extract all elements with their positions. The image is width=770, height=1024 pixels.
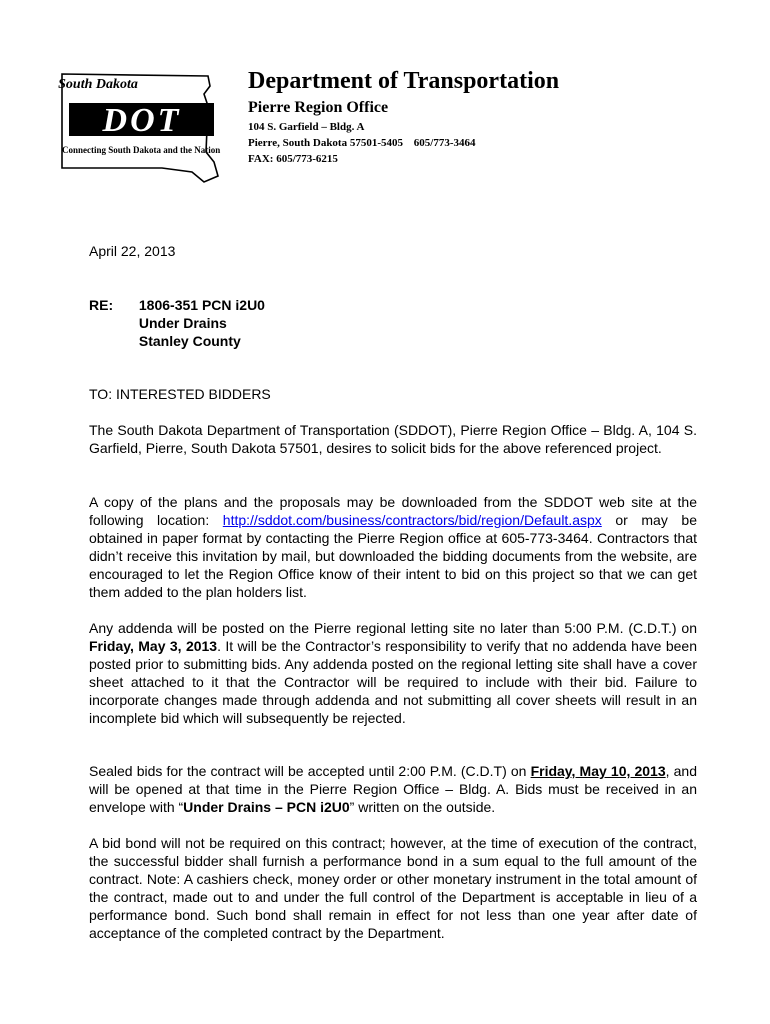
re-lines [139, 296, 265, 350]
paragraph-intro: The South Dakota Department of Transportation (SDDOT), Pierre Region Office – Bldg. A, 104 S. Garfield, Pierre, South Dakota 57501, desires to solicit bids for the above referenced project. [89, 422, 697, 456]
city-state-zip: Pierre, South Dakota 57501-5405 [248, 137, 404, 149]
paragraph-plans [89, 493, 697, 601]
paragraph-sealed-bids [89, 762, 697, 816]
re-county: Stanley County [138, 333, 241, 349]
envelope-label: Under Drains – PCN i2U0 [183, 799, 350, 815]
letter-date: April 22, 2013 [89, 243, 176, 259]
fax-number: FAX: 605/773-6215 [248, 153, 338, 165]
p4-text-c: ” written on the outside. [349, 799, 496, 815]
address-line-1: 104 S. Garfield – Bldg. A [248, 121, 365, 133]
p3-text-b: . It will be the Contractor’s responsibility to verify that no addenda have been posted prior to submitting bids. Any addenda posted on the regional letting site shall have a cover sheet attached to it that the Contractor will be required to include with their bid. Failure to incorporate changes made through addenda and not submitting all cover sheets will result in an incomplete bid which will subsequently be rejected. [89, 638, 697, 726]
re-label: RE: [89, 297, 114, 313]
addenda-deadline: Friday, May 3, 2013 [89, 638, 218, 654]
paragraph-bid-bond: A bid bond will not be required on this contract; however, at the time of execution of the contract, the successful bidder shall furnish a performance bond in a sum equal to the full amount of the contract. Note: A cashiers check, money order or other monetary instrument in the total amount of the contract, made out to and under the full control of the Department is acceptable in lieu of a performance bond. Such bond shall remain in effect for not less than one year after date of acceptance of the completed contract by the Department. [89, 835, 697, 941]
sddot-logo [58, 72, 228, 187]
office-name: Pierre Region Office [248, 99, 389, 116]
logo-state-script: South Dakota [58, 77, 138, 92]
plans-download-link[interactable]: http://sddot.com/business/contractors/bid/region/Default.aspx [222, 512, 602, 528]
paragraph-addenda [89, 619, 697, 727]
logo-dot-letters: DOT [102, 102, 182, 139]
letterhead [248, 66, 559, 167]
phone-number: 605/773-3464 [413, 137, 476, 149]
re-project-name: Under Drains [138, 315, 227, 331]
department-title: Department of Transportation [248, 68, 560, 94]
logo-tagline: Connecting South Dakota and the Nation [62, 145, 221, 155]
p3-text-a: Any addenda will be posted on the Pierre regional letting site no later than 5:00 P.M. (C.D.T.) on [89, 620, 697, 636]
re-block [89, 296, 697, 350]
p4-text-a: Sealed bids for the contract will be accepted until 2:00 P.M. (C.D.T) on [89, 763, 531, 779]
p2-text-a: A copy of the plans and the proposals may be downloaded from the SDDOT web site at the following location: [89, 494, 697, 528]
bid-deadline: Friday, May 10, 2013 [530, 763, 666, 779]
addressee-line: TO: INTERESTED BIDDERS [89, 386, 271, 402]
re-project-number: 1806-351 PCN i2U0 [138, 297, 265, 313]
p4-text-b: , and will be opened at that time in the Pierre Region Office – Bldg. A. Bids must be received in an envelope with “ [89, 763, 698, 815]
p2-text-b: or may be obtained in paper format by contacting the Pierre Region office at 605-773-3464. Contractors that didn’t receive this invitation by mail, but downloaded the bidding documents from the website, are encouraged to let the Region Office know of their intent to bid on this project so that we can get them added to the plan holders list. [89, 512, 698, 600]
south-dakota-outline-icon [58, 72, 228, 187]
address-line-2 [248, 135, 559, 151]
